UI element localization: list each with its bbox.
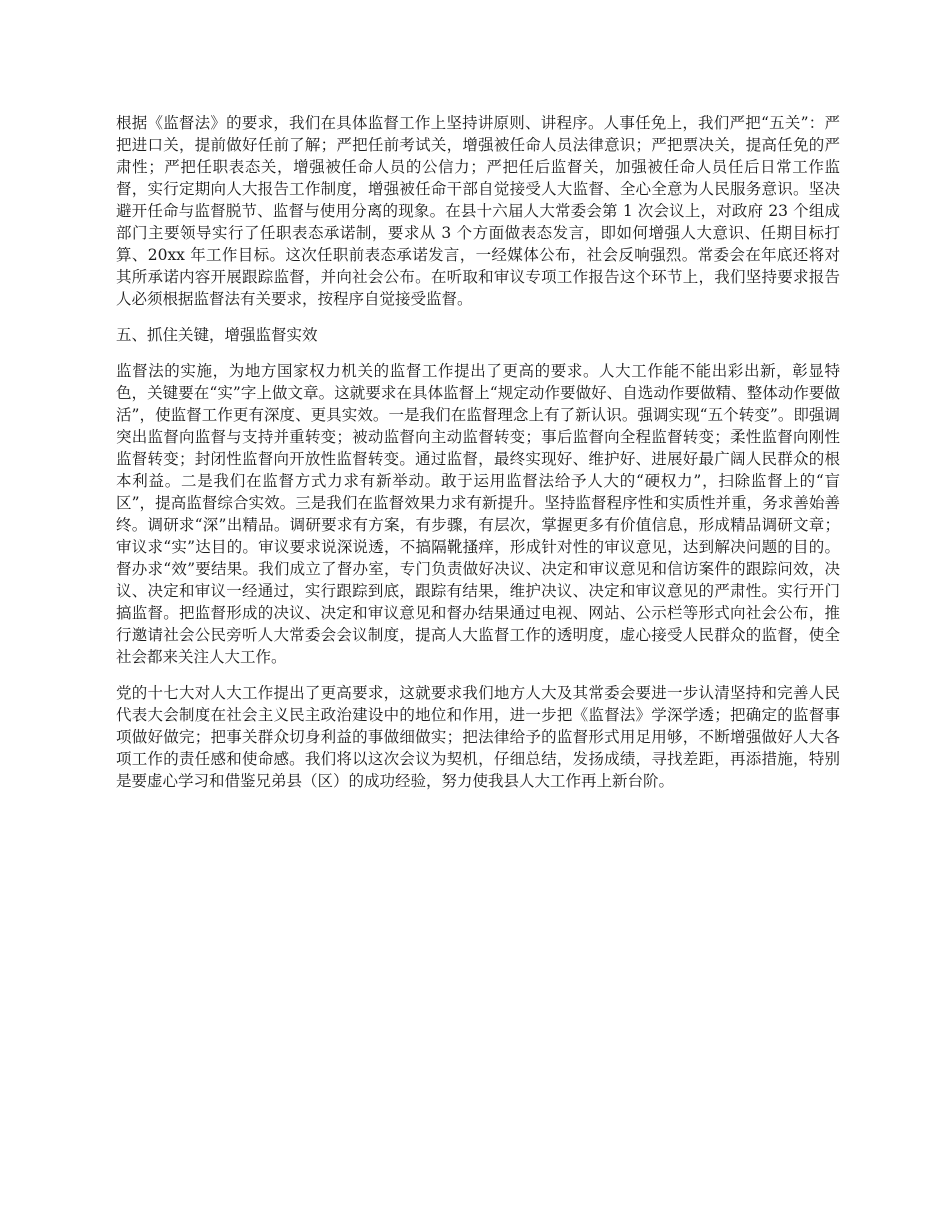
paragraph-supervision-effectiveness: 监督法的实施，为地方国家权力机关的监督工作提出了更高的要求。人大工作能不能出彩出新，彰显特色，关键要在“实”字上做文章。这就要求在具体监督上“规定动作要做好、自选动作要做精、整体动作要做活”，使监督工作更有深度、更具实效。一是我们在监督理念上有了新认识。强调实现“五个转变”。即强调突出监督向监督与支持并重转变；被动监督向主动监督转变；事后监督向全程监督转变；柔性监督向刚性监督转变；封闭性监督向开放性监督转变。通过监督，最终实现好、维护好、进展好最广阔人民群众的根本利益。二是我们在监督方式力求有新举动。敢于运用监督法给予人大的“硬权力”，扫除监督上的“盲区”，提高监督综合实效。三是我们在监督效果力求有新提升。坚持监督程序性和实质性并重，务求善始善终。调研求“深”出精品。调研要求有方案，有步骤，有层次，掌握更多有价值信息，形成精品调研文章；审议求“实”达目的。审议要求说深说透，不搞隔靴搔痒，形成针对性的审议意见，达到解决问题的目的。督办求“效”要结果。我们成立了督办室，专门负责做好决议、决定和审议意见和信访案件的跟踪问效，决议、决定和审议一经通过，实行跟踪到底，跟踪有结果，维护决议、决定和审议意见的严肃性。实行开门搞监督。把监督形成的决议、决定和审议意见和督办结果通过电视、网站、公示栏等形式向社会公布，推行邀请社会公民旁听人大常委会会议制度，提高人大监督工作的透明度，虚心接受人民群众的监督，使全社会都来关注人大工作。 [116, 362, 840, 666]
document-body [116, 112, 840, 806]
section-heading-five: 五、抓住关键，增强监督实效 [116, 326, 318, 344]
paragraph-conclusion: 党的十七大对人大工作提出了更高要求，这就要求我们地方人大及其常委会要进一步认清坚持和完善人民代表大会制度在社会主义民主政治建设中的地位和作用，进一步把《监督法》学深学透；把确定的监督事项做好做完；把事关群众切身利益的事做细做实；把法律给予的监督形式用足用够，不断增强做好人大各项工作的责任感和使命感。我们将以这次会议为契机，仔细总结，发扬成绩，寻找差距，再添措施，特别是要虚心学习和借鉴兄弟县（区）的成功经验，努力使我县人大工作再上新台阶。 [116, 684, 840, 790]
paragraph-personnel-appointment: 根据《监督法》的要求，我们在具体监督工作上坚持讲原则、讲程序。人事任免上，我们严把“五关”：严把进口关，提前做好任前了解；严把任前考试关，增强被任命人员法律意识；严把票决关，提高任免的严肃性；严把任职表态关，增强被任命人员的公信力；严把任后监督关，加强被任命人员任后日常工作监督，实行定期向人大报告工作制度，增强被任命干部自觉接受人大监督、全心全意为人民服务意识。坚决避开任命与监督脱节、监督与使用分离的现象。在县十六届人大常委会第 1 次会议上，对政府 23 个组成部门主要领导实行了任职表态承诺制，要求从 3 个方面做表态发言，即如何增强人大意识、任期目标打算、20xx 年工作目标。这次任职前表态承诺发言，一经媒体公布，社会反响强烈。常委会在年底还将对其所承诺内容开展跟踪监督，并向社会公布。在听取和审议专项工作报告这个环节上，我们坚持要求报告人必须根据监督法有关要求，按程序自觉接受监督。 [116, 114, 840, 308]
